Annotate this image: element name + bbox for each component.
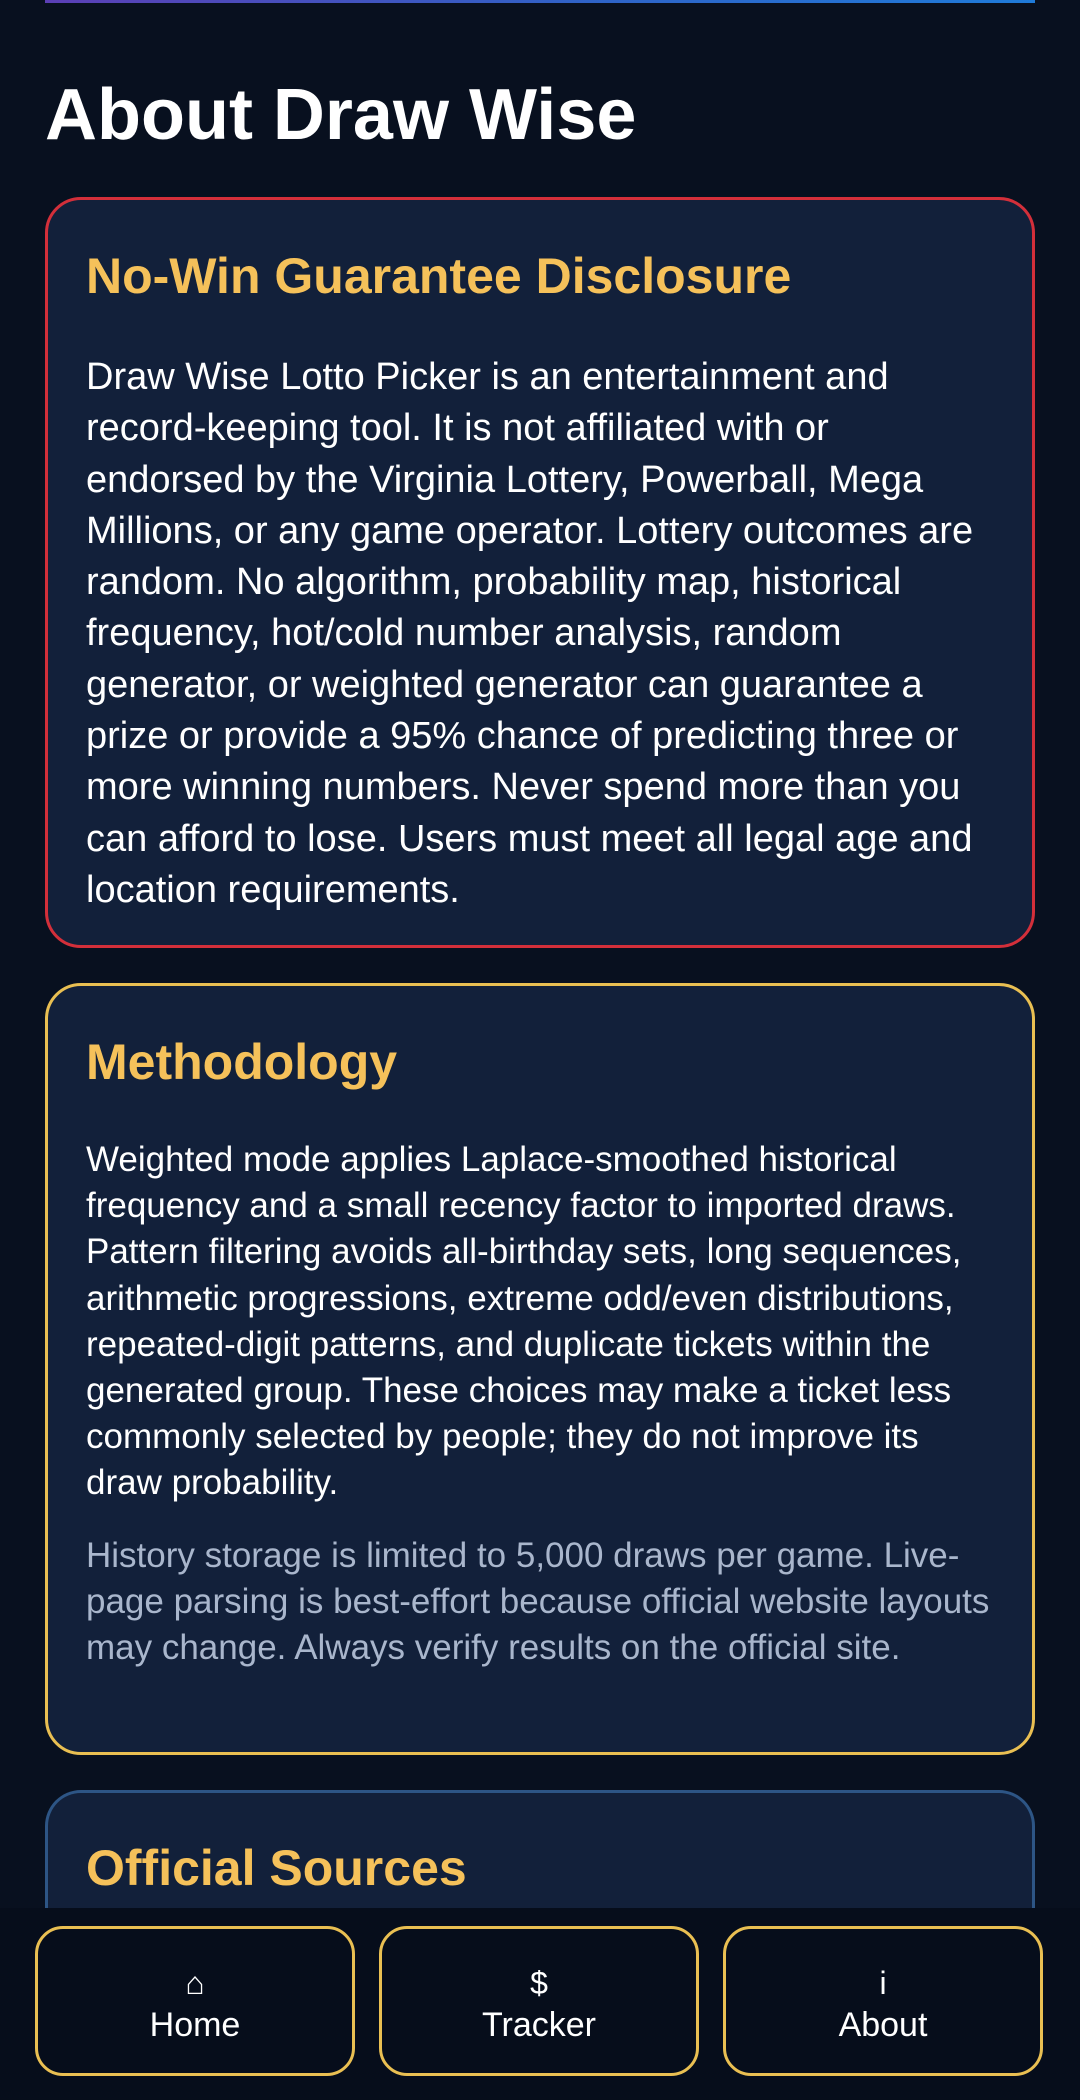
methodology-title: Methodology bbox=[86, 1034, 398, 1090]
disclosure-card bbox=[45, 197, 1035, 948]
home-icon: ⌂ bbox=[185, 1965, 205, 2001]
methodology-note: History storage is limited to 5,000 draws per game. Live-page parsing is best-effort because official website layouts may change. Always verify results on the official site. bbox=[86, 1535, 990, 1668]
disclosure-text: Draw Wise Lotto Picker is an entertainment and record-keeping tool. It is not affiliated with or endorsed by the Virginia Lottery, Powerball, Mega Millions, or any game operator. Lottery outcomes are random. No algorithm, probability map, historical frequency, hot/cold number analysis, random generator, or weighted generator can guarantee a prize or provide a 95% chance of predicting three or more winning numbers. Never spend more than you can afford to lose. Users must meet all legal age and location requirements. bbox=[86, 356, 974, 911]
disclosure-title: No-Win Guarantee Disclosure bbox=[86, 248, 792, 304]
nav-home-label: Home bbox=[149, 2006, 241, 2044]
official-sources-title: Official Sources bbox=[86, 1840, 467, 1896]
nav-tracker-label: Tracker bbox=[482, 2006, 596, 2044]
nav-about-label: About bbox=[838, 2006, 928, 2044]
methodology-text: Weighted mode applies Laplace-smoothed historical frequency and a small recency factor to imported draws. Pattern filtering avoids all-birthday sets, long sequences, arithmetic progressions, extreme odd/even distributions, repeated-digit patterns, and duplicate tickets within the generated group. These choices may make a ticket less commonly selected by people; they do not improve its draw probability. bbox=[86, 1140, 962, 1503]
nav-home-button[interactable] bbox=[35, 1926, 355, 2076]
info-icon: i bbox=[879, 1965, 887, 2001]
nav-about-button[interactable] bbox=[723, 1926, 1043, 2076]
bottom-nav bbox=[0, 1908, 1080, 2100]
top-accent-bar bbox=[45, 0, 1035, 3]
methodology-card bbox=[45, 983, 1035, 1755]
nav-tracker-button[interactable] bbox=[379, 1926, 699, 2076]
dollar-icon: $ bbox=[530, 1965, 548, 2001]
page-title: About Draw Wise bbox=[45, 75, 637, 155]
